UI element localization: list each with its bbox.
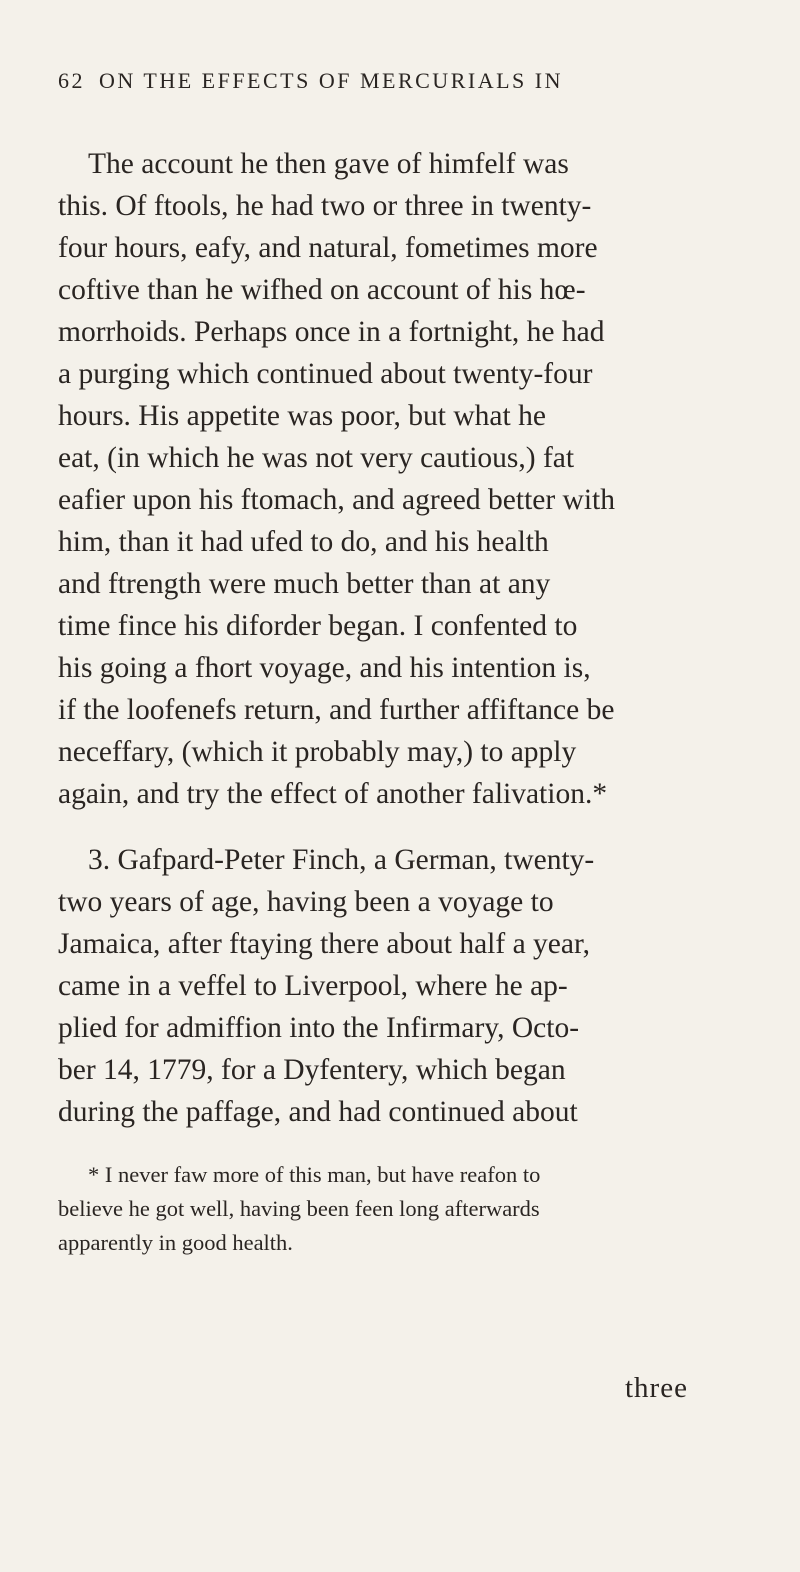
text-line: came in a veffel to Liverpool, where he ap-: [58, 970, 568, 1002]
text-line: eafier upon his ftomach, and agreed better with: [58, 484, 615, 516]
footnote-line: * I never faw more of this man, but have reafon to: [88, 1162, 541, 1187]
text-line: plied for admiffion into the Infirmary, Octo-: [58, 1012, 580, 1044]
text-line: coftive than he wifhed on account of his hœ-: [58, 274, 586, 306]
text-line: morrhoids. Perhaps once in a fortnight, he had: [58, 316, 605, 348]
catchword: three: [625, 1372, 688, 1404]
text-line: The account he then gave of himfelf was: [88, 148, 569, 180]
footnote-line: believe he got well, having been feen long afterwards: [58, 1196, 540, 1221]
text-line: this. Of ftools, he had two or three in twenty-: [58, 190, 592, 222]
running-title: ON THE EFFECTS OF MERCURIALS IN: [99, 68, 563, 93]
text-line: four hours, eafy, and natural, fometimes more: [58, 232, 598, 264]
text-line: ber 14, 1779, for a Dyfentery, which began: [58, 1054, 566, 1086]
text-line: hours. His appetite was poor, but what he: [58, 400, 546, 432]
text-line: him, than it had ufed to do, and his health: [58, 526, 549, 558]
text-line: and ftrength were much better than at any: [58, 568, 551, 600]
text-line: neceffary, (which it probably may,) to apply: [58, 736, 577, 768]
text-line: eat, (in which he was not very cautious,) fat: [58, 442, 575, 474]
text-line: a purging which continued about twenty-four: [58, 358, 593, 390]
text-line: Jamaica, after ftaying there about half a year,: [58, 928, 590, 960]
text-line: during the paffage, and had continued about: [58, 1096, 578, 1128]
footnote-line: apparently in good health.: [58, 1230, 293, 1255]
page-number: 62: [58, 68, 85, 93]
text-line: time fince his diforder began. I confented to: [58, 610, 578, 642]
text-line: 3. Gafpard-Peter Finch, a German, twenty-: [88, 844, 595, 876]
text-line: two years of age, having been a voyage to: [58, 886, 554, 918]
text-line: again, and try the effect of another falivation.*: [58, 778, 608, 810]
text-line: his going a fhort voyage, and his intention is,: [58, 652, 591, 684]
text-line: if the loofenefs return, and further affiftance be: [58, 694, 615, 726]
running-header: [58, 68, 748, 94]
